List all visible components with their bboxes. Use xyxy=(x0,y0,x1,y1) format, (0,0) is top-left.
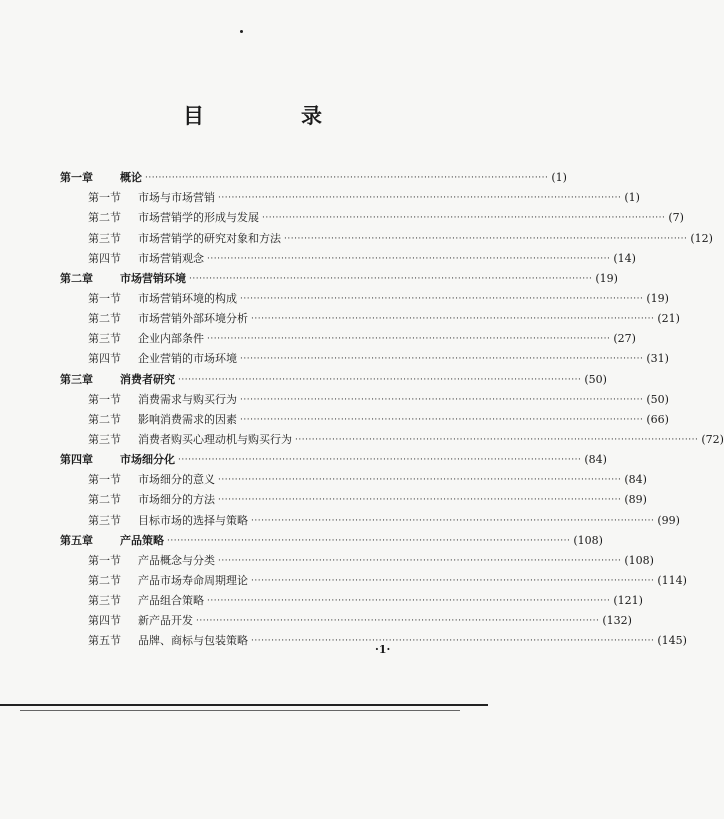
toc-entry-number: 第三节 xyxy=(88,594,121,608)
toc-entry-page: (27) xyxy=(613,332,636,346)
dot-leader: ························································································································ xyxy=(218,193,622,204)
toc-entry-page: (7) xyxy=(668,211,684,225)
toc-section-entry xyxy=(60,223,713,245)
toc-section-entry xyxy=(60,606,632,628)
toc-section-entry xyxy=(60,284,669,305)
scan-speck xyxy=(240,30,243,33)
toc-entry-number: 第一节 xyxy=(88,473,121,487)
dot-leader: ························································································································ xyxy=(240,414,644,425)
toc-entry-title: 市场与市场营销 xyxy=(138,191,215,205)
toc-entry-number: 第三节 xyxy=(88,513,121,527)
toc-entry-title: 新产品开发 xyxy=(138,614,193,628)
toc-section-entry xyxy=(60,566,687,587)
toc-section-entry xyxy=(60,505,680,527)
toc-entry-title: 市场营销环境的构成 xyxy=(138,291,237,305)
toc-entry-number: 第四节 xyxy=(88,352,121,366)
dot-leader: ························································································································ xyxy=(218,475,622,486)
dot-leader: ························································································································ xyxy=(207,253,611,264)
toc-entry-title: 目标市场的选择与策略 xyxy=(138,513,248,527)
toc-section-entry xyxy=(60,586,643,608)
toc-entry-page: (1) xyxy=(624,191,640,205)
dot-leader: ························································································································ xyxy=(145,173,549,184)
toc-entry-number: 第五章 xyxy=(60,533,93,547)
dot-leader: ························································································································ xyxy=(240,394,644,405)
toc-entry-title: 市场细分的意义 xyxy=(138,473,215,487)
toc-entry-title: 消费需求与购买行为 xyxy=(138,392,237,406)
toc-entry-page: (108) xyxy=(573,533,603,547)
toc-entry-page: (145) xyxy=(657,634,687,648)
dot-leader: ························································································································ xyxy=(189,273,593,284)
toc-entry-title: 品牌、商标与包装策略 xyxy=(138,634,248,648)
toc-entry-title: 影响消费需求的因素 xyxy=(138,412,237,426)
toc-entry-title: 概论 xyxy=(120,171,142,185)
toc-entry-title: 企业内部条件 xyxy=(138,332,204,346)
toc-entry-number: 第二章 xyxy=(60,271,93,285)
table-of-contents xyxy=(60,163,724,648)
toc-section-entry xyxy=(60,304,680,326)
toc-entry-number: 第二节 xyxy=(88,412,121,426)
toc-entry-title: 市场细分的方法 xyxy=(138,493,215,507)
toc-entry-title: 产品策略 xyxy=(120,533,164,547)
dot-leader: ························································································································ xyxy=(284,233,688,244)
toc-chapter-entry xyxy=(60,526,603,547)
toc-entry-title: 产品组合策略 xyxy=(138,594,204,608)
dot-leader: ························································································································ xyxy=(207,596,611,607)
page-number: ·1· xyxy=(375,643,391,656)
toc-chapter-entry xyxy=(60,364,607,386)
toc-entry-number: 第三节 xyxy=(88,231,121,245)
toc-entry-number: 第二节 xyxy=(88,493,121,507)
dot-leader: ························································································································ xyxy=(251,575,655,586)
dot-leader: ························································································································ xyxy=(251,636,655,647)
toc-section-entry xyxy=(60,344,669,366)
toc-entry-number: 第一节 xyxy=(88,291,121,305)
toc-entry-title: 市场营销环境 xyxy=(120,271,186,285)
page-title: 目 录 xyxy=(183,104,360,128)
toc-section-entry xyxy=(60,546,654,567)
toc-entry-page: (12) xyxy=(690,231,713,245)
toc-entry-title: 产品概念与分类 xyxy=(138,553,215,567)
dot-leader: ························································································································ xyxy=(251,515,655,526)
toc-entry-page: (72) xyxy=(701,432,724,446)
toc-entry-title: 企业营销的市场环境 xyxy=(138,352,237,366)
toc-entry-number: 第一节 xyxy=(88,191,121,205)
toc-entry-number: 第一节 xyxy=(88,553,121,567)
toc-entry-page: (21) xyxy=(657,312,680,326)
toc-chapter-entry xyxy=(60,445,607,467)
toc-entry-page: (84) xyxy=(584,453,607,467)
toc-entry-title: 消费者购买心理动机与购买行为 xyxy=(138,432,292,446)
toc-entry-page: (19) xyxy=(646,291,669,305)
toc-entry-title: 市场营销观念 xyxy=(138,251,204,265)
toc-entry-number: 第五节 xyxy=(88,634,121,648)
toc-entry-page: (1) xyxy=(551,171,567,185)
toc-entry-page: (99) xyxy=(657,513,680,527)
toc-entry-title: 市场营销外部环境分析 xyxy=(138,312,248,326)
toc-entry-number: 第二节 xyxy=(88,573,121,587)
toc-entry-page: (89) xyxy=(624,493,647,507)
dot-leader: ························································································································ xyxy=(251,314,655,325)
toc-entry-page: (121) xyxy=(613,594,643,608)
toc-entry-number: 第三章 xyxy=(60,372,93,386)
toc-entry-title: 消费者研究 xyxy=(120,372,175,386)
dot-leader: ························································································································ xyxy=(207,334,611,345)
toc-entry-title: 市场细分化 xyxy=(120,453,175,467)
toc-chapter-entry xyxy=(60,264,618,285)
toc-section-entry xyxy=(60,405,669,426)
toc-entry-page: (50) xyxy=(646,392,669,406)
toc-entry-title: 市场营销学的研究对象和方法 xyxy=(138,231,281,245)
dot-leader: ························································································································ xyxy=(196,616,600,627)
dot-leader: ························································································································ xyxy=(295,434,699,445)
dot-leader: ························································································································ xyxy=(178,455,582,466)
toc-entry-page: (50) xyxy=(584,372,607,386)
toc-entry-number: 第二节 xyxy=(88,211,121,225)
toc-entry-number: 第一章 xyxy=(60,171,93,185)
toc-entry-number: 第四节 xyxy=(88,614,121,628)
toc-entry-title: 市场营销学的形成与发展 xyxy=(138,211,259,225)
toc-section-entry xyxy=(60,324,636,346)
toc-section-entry xyxy=(60,244,636,265)
toc-entry-number: 第一节 xyxy=(88,392,121,406)
toc-entry-number: 第四节 xyxy=(88,251,121,265)
toc-entry-number: 第四章 xyxy=(60,453,93,467)
toc-section-entry xyxy=(60,485,647,507)
dot-leader: ························································································································ xyxy=(218,495,622,506)
dot-leader: ························································································································ xyxy=(262,213,666,224)
toc-entry-page: (114) xyxy=(657,573,687,587)
toc-section-entry xyxy=(60,465,647,487)
toc-entry-page: (66) xyxy=(646,412,669,426)
dot-leader: ························································································································ xyxy=(240,293,644,304)
scan-edge-line xyxy=(0,704,488,706)
dot-leader: ························································································································ xyxy=(167,535,571,546)
toc-section-entry xyxy=(60,626,687,648)
dot-leader: ························································································································ xyxy=(240,354,644,365)
toc-section-entry xyxy=(60,203,684,225)
toc-entry-page: (132) xyxy=(602,614,632,628)
toc-entry-title: 产品市场寿命周期理论 xyxy=(138,573,248,587)
toc-entry-page: (31) xyxy=(646,352,669,366)
toc-entry-number: 第三节 xyxy=(88,332,121,346)
dot-leader: ························································································································ xyxy=(218,555,622,566)
toc-chapter-entry xyxy=(60,163,567,185)
toc-entry-page: (84) xyxy=(624,473,647,487)
toc-entry-number: 第三节 xyxy=(88,432,121,446)
dot-leader: ························································································································ xyxy=(178,374,582,385)
scan-edge-line-thin xyxy=(20,710,460,711)
toc-entry-page: (108) xyxy=(624,553,654,567)
toc-section-entry xyxy=(60,425,724,446)
toc-entry-page: (14) xyxy=(613,251,636,265)
toc-entry-page: (19) xyxy=(595,271,618,285)
toc-entry-number: 第二节 xyxy=(88,312,121,326)
toc-section-entry xyxy=(60,385,669,406)
toc-section-entry xyxy=(60,183,640,205)
